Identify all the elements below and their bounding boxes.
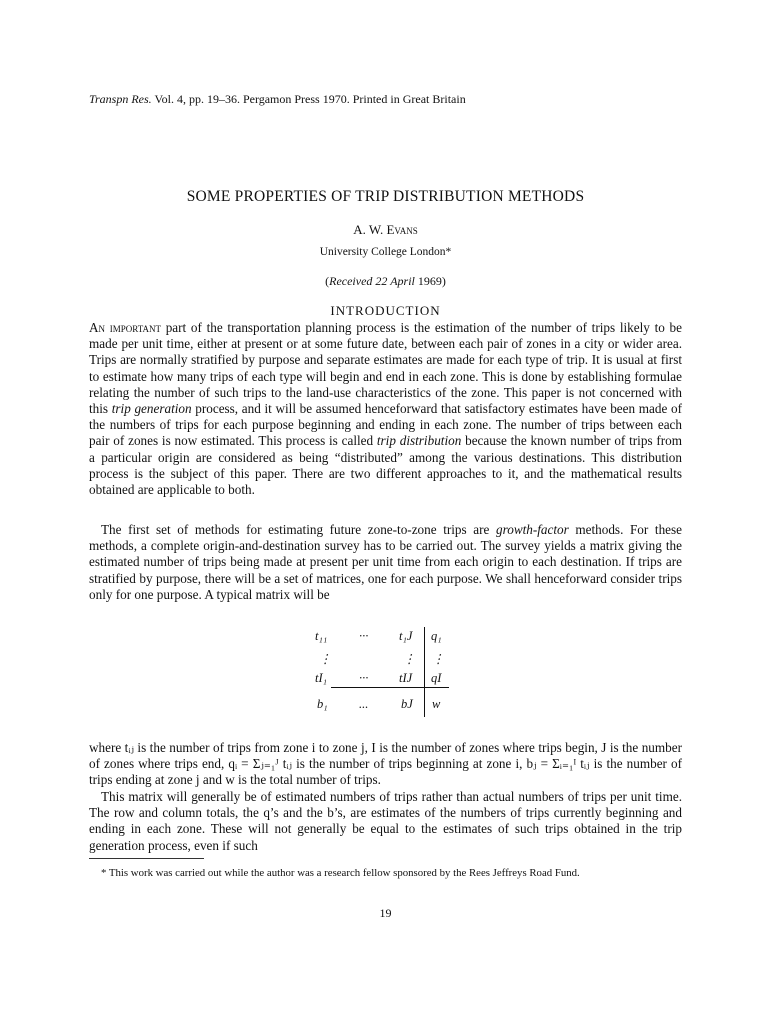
matrix-cell: qI <box>431 671 442 685</box>
matrix-vertical-rule <box>424 627 425 717</box>
matrix-horizontal-rule <box>331 687 449 688</box>
matrix-cell: t₁₁ <box>315 629 328 643</box>
author-affiliation: University College London* <box>319 246 452 258</box>
trip-matrix <box>315 627 445 719</box>
matrix-cell: w <box>432 697 441 711</box>
paragraph-1 <box>89 320 682 498</box>
paragraph-2 <box>89 522 682 603</box>
author-initials: A. W. <box>353 222 384 237</box>
citation-details: Vol. 4, pp. 19–36. Pergamon Press 1970. Printed in Great Britain <box>154 92 466 106</box>
matrix-cell: ⋮ <box>319 652 332 666</box>
footnote-divider <box>89 858 204 859</box>
matrix-cell: q₁ <box>431 629 442 643</box>
paragraph-1-text-a: part of the transportation planning process is the estimation of the number of trips likely to be made per unit time, either at present or at some future date, between each pair of zones in a city or wider area. Trips are normally stratified by purpose and separate estimates are made for each type of trip. It is usual at first to estimate how many trips of each type will begin and end in each zone. This is done by establishing formulae relating the number of such trips to the land-use characteristics of the zone. This paper is not concerned with this <box>89 320 682 417</box>
matrix-cell: tIJ <box>399 671 413 685</box>
paragraph-1-emphasis-1: trip generation <box>111 401 192 417</box>
journal-name: Transpn Res. <box>89 92 152 106</box>
section-heading: INTRODUCTION <box>330 303 441 318</box>
paragraph-1-text-b: process, and it will be assumed henceforward that satisfactory estimates have been made of the numbers of trips for each purpose beginning and ending in each zone. The number of trips between each pair of zones is now estimated. This process is called <box>89 401 682 449</box>
matrix-cell: bJ <box>401 697 413 711</box>
journal-citation <box>89 92 466 107</box>
footnote-text: * This work was carried out while the author was a research fellow sponsored by the Rees Jeffreys Road Fund. <box>101 867 580 879</box>
paper-title: SOME PROPERTIES OF TRIP DISTRIBUTION METHODS <box>186 188 585 205</box>
page-number: 19 <box>379 906 392 920</box>
matrix-cell: t₁J <box>399 629 413 643</box>
matrix-cell: ... <box>359 697 369 711</box>
paragraph-1-text-c: because the known number of trips from a particular origin are considered as being “distributed” among the various destinations. This distribution process is the subject of this paper. There are two different approaches to it, and the mathematical results obtained are applicable to both. <box>89 433 683 498</box>
received-open: ( <box>325 274 330 288</box>
author-surname: Evans <box>386 222 418 237</box>
paragraph-4: This matrix will generally be of estimated numbers of trips rather than actual numbers of trips per unit time. The row and column totals, the q’s and the b’s, are estimates of the numbers of trips currently beginning and ending in each zone. These will not generally be equal to the estimates of such trips obtained in the trip generation process, even if such <box>89 789 682 853</box>
matrix-cell: ⋮ <box>403 652 416 666</box>
paragraph-2-text-b: methods. For these methods, a complete origin-and-destination survey has to be carried out. The survey yields a matrix giving the estimated number of trips being made at present per unit time from each origin to each destination. If trips are stratified by purpose, there will be a set of matrices, one for each purpose. We shall henceforward consider trips only for one purpose. A typical matrix will be <box>89 522 683 602</box>
matrix-cell: b₁ <box>317 697 328 711</box>
matrix-cell: ··· <box>359 629 369 643</box>
received-date <box>89 274 682 289</box>
received-year: 1969) <box>417 274 446 288</box>
matrix-cell: ⋮ <box>432 652 445 666</box>
paragraph-2-text-a: The first set of methods for estimating future zone-to-zone trips are <box>101 522 496 537</box>
matrix-cell: ··· <box>359 671 369 685</box>
paragraph-1-emphasis-2: trip distribution <box>376 433 462 449</box>
paragraph-2-emphasis: growth-factor <box>495 522 569 537</box>
paragraph-3: where tᵢⱼ is the number of trips from zone i to zone j, I is the number of zones where trips begin, J is the number of zones where trips end, qᵢ = Σⱼ₌₁ᴶ tᵢⱼ is the number of trips beginning at zone i, bⱼ = Σᵢ₌₁ᴵ tᵢⱼ is the number of trips ending at zone j and w is the total number of trips. <box>89 740 682 788</box>
footnote <box>89 866 682 880</box>
received-label: Received 22 April <box>329 274 415 288</box>
matrix-cell: tI₁ <box>315 671 327 685</box>
author-line <box>89 222 682 238</box>
lead-in: An important <box>89 320 161 335</box>
